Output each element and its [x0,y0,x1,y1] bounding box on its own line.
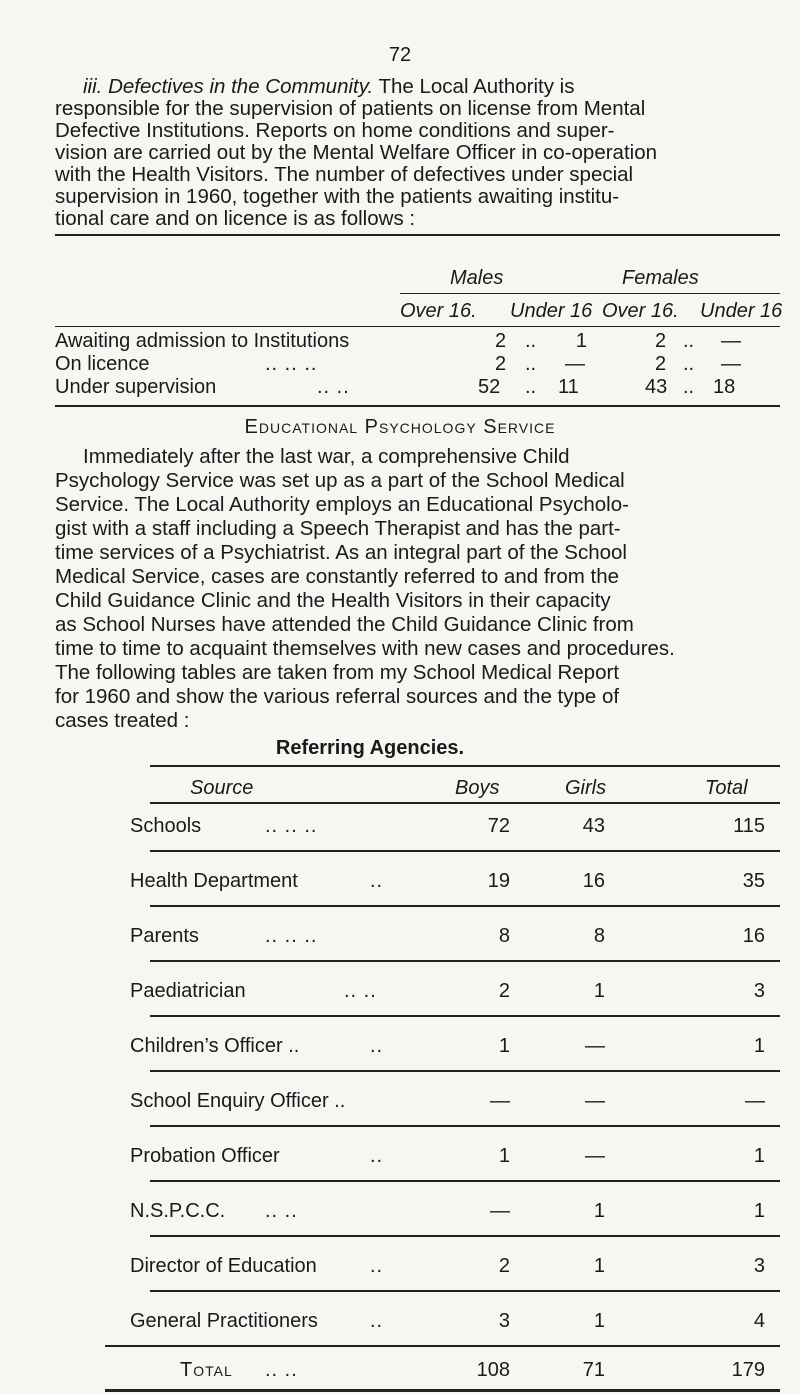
table-rule [105,1345,780,1347]
total-value: 35 [742,870,765,892]
section-line: The following tables are taken from my School Medical Report [55,661,620,684]
girls-value: — [585,1035,605,1057]
intro-line: supervision in 1960, together with the patients awaiting institu- [55,185,620,208]
agency-source: Probation Officer [130,1145,280,1167]
total-value: 1 [753,1035,765,1057]
separator: .. [525,330,537,352]
females-over-16-value: 2 [655,330,667,352]
boys-value: 1 [498,1145,510,1167]
intro-label: iii. [83,75,103,98]
females-over-16-value: 43 [645,376,668,398]
intro-first-line-rest: The Local Authority is [378,75,575,98]
table-row [55,376,780,398]
leader-dots: .. .. .. [265,353,318,375]
boys-total: 108 [476,1359,510,1381]
table-rule [105,1389,780,1392]
girls-value: 1 [593,1255,605,1277]
boys-value: — [490,1200,510,1222]
leader-dots: .. [370,1145,384,1167]
leader-dots: .. .. .. [265,925,318,947]
separator: .. [683,376,695,398]
intro-line: responsible for the supervision of patients on license from Mental [55,97,646,120]
intro-line: tional care and on licence is as follows : [55,207,416,230]
agency-source: Director of Education [130,1255,317,1277]
girls-total: 71 [582,1359,605,1381]
section-line: Immediately after the last war, a comprehensive Child [83,445,570,468]
table-rule [150,1180,780,1182]
girls-value: 1 [593,1310,605,1332]
total-value: 4 [753,1310,765,1332]
boys-value: 2 [498,980,510,1002]
table-rule [150,850,780,852]
leader-dots: .. .. [265,1200,298,1222]
males-over-16-value: 2 [495,330,507,352]
total-value: 1 [753,1145,765,1167]
males-over-16-value: 2 [495,353,507,375]
separator: .. [683,353,695,375]
total-value: 3 [753,980,765,1002]
females-under-16-value: 18 [713,376,736,398]
table-rule [400,293,780,294]
leader-dots: .. .. [265,1359,298,1381]
boys-value: 8 [498,925,510,947]
females-over-16-header: Over 16. [602,300,679,322]
total-row-label: Total [180,1359,233,1381]
boys-value: 3 [498,1310,510,1332]
females-under-16-header: Under 16 [700,300,783,322]
row-label: On licence [55,353,150,375]
intro-line: vision are carried out by the Mental Welfare Officer in co-operation [55,141,658,164]
total-value: 16 [742,925,765,947]
girls-value: 1 [593,980,605,1002]
boys-value: 2 [498,1255,510,1277]
boys-value: 1 [498,1035,510,1057]
agency-source: School Enquiry Officer .. [130,1090,346,1112]
agency-source: Parents [130,925,199,947]
table-rule [150,1235,780,1237]
table-rule [150,960,780,962]
leader-dots: .. .. [317,376,350,398]
girls-value: 8 [593,925,605,947]
intro-line: with the Health Visitors. The number of defectives under special [55,163,634,186]
table-rule [150,1125,780,1127]
males-under-16-value: — [565,353,585,375]
section-line: Psychology Service was set up as a part of the School Medical [55,469,625,492]
section-line: as School Nurses have attended the Child Guidance Clinic from [55,613,634,636]
total-value: 3 [753,1255,765,1277]
table-rule [150,1015,780,1017]
leader-dots: .. [370,1310,384,1332]
males-over-16-header: Over 16. [400,300,477,322]
page-number: 72 [388,44,412,66]
row-label: Under supervision [55,376,217,398]
girls-column-header: Girls [565,777,607,799]
agency-source: Paediatrician [130,980,246,1002]
leader-dots: .. [370,1255,384,1277]
males-under-16-value: 11 [558,376,579,398]
agency-source: N.S.P.C.C. [130,1200,226,1222]
girls-value: — [585,1145,605,1167]
total-value: 1 [753,1200,765,1222]
total-column-header: Total [705,777,748,799]
total-value: 115 [733,815,765,837]
section-line: time services of a Psychiatrist. As an integral part of the School [55,541,627,564]
section-line: gist with a staff including a Speech Therapist and has the part- [55,517,621,540]
boys-value: — [490,1090,510,1112]
row-label: Awaiting admission to Institutions [55,330,350,352]
table-rule [55,326,780,327]
separator: .. [525,353,537,375]
intro-title: Defectives in the Community. [108,75,374,98]
girls-value: 43 [582,815,605,837]
section-heading: Educational Psychology Service [244,416,556,438]
boys-value: 72 [487,815,510,837]
leader-dots: .. .. .. [265,815,318,837]
females-header: Females [622,267,699,289]
section-line: time to time to acquaint themselves with new cases and procedures. [55,637,675,660]
table-rule [150,1290,780,1292]
males-header: Males [450,267,504,289]
separator: .. [683,330,695,352]
intro-line: Defective Institutions. Reports on home conditions and super- [55,119,615,142]
leader-dots: .. [370,1035,384,1057]
leader-dots: .. .. [344,980,377,1002]
girls-value: 1 [593,1200,605,1222]
females-over-16-value: 2 [655,353,667,375]
agency-source: Schools [130,815,202,837]
table-rule [150,905,780,907]
males-under-16-header: Under 16 [510,300,593,322]
girls-value: 16 [582,870,605,892]
total-value: — [745,1090,765,1112]
leader-dots: .. [370,870,384,892]
boys-value: 19 [487,870,510,892]
referring-agencies-title: Referring Agencies. [275,737,465,759]
table-rule [150,765,780,767]
section-line: Service. The Local Authority employs an Educational Psycholo- [55,493,629,516]
section-line: for 1960 and show the various referral sources and the type of [55,685,620,708]
table-row [55,330,780,352]
girls-value: — [585,1090,605,1112]
males-under-16-value: 1 [575,330,587,352]
separator: .. [525,376,537,398]
males-over-16-value: 52 [478,376,501,398]
table-rule [55,405,780,407]
females-under-16-value: — [721,353,741,375]
agency-source: Health Department [130,870,298,892]
table-rule [150,1070,780,1072]
table-rule [150,802,780,804]
table-row [55,353,780,375]
section-line: Child Guidance Clinic and the Health Visitors in their capacity [55,589,611,612]
agency-source: General Practitioners [130,1310,318,1332]
section-line: Medical Service, cases are constantly referred to and from the [55,565,620,588]
table-rule [55,234,780,236]
boys-column-header: Boys [455,777,500,799]
grand-total: 179 [731,1359,765,1381]
source-column-header: Source [190,777,254,799]
females-under-16-value: — [721,330,741,352]
section-line: cases treated : [55,709,190,732]
agency-source: Children’s Officer .. [130,1035,300,1057]
intro-paragraph [55,76,767,98]
